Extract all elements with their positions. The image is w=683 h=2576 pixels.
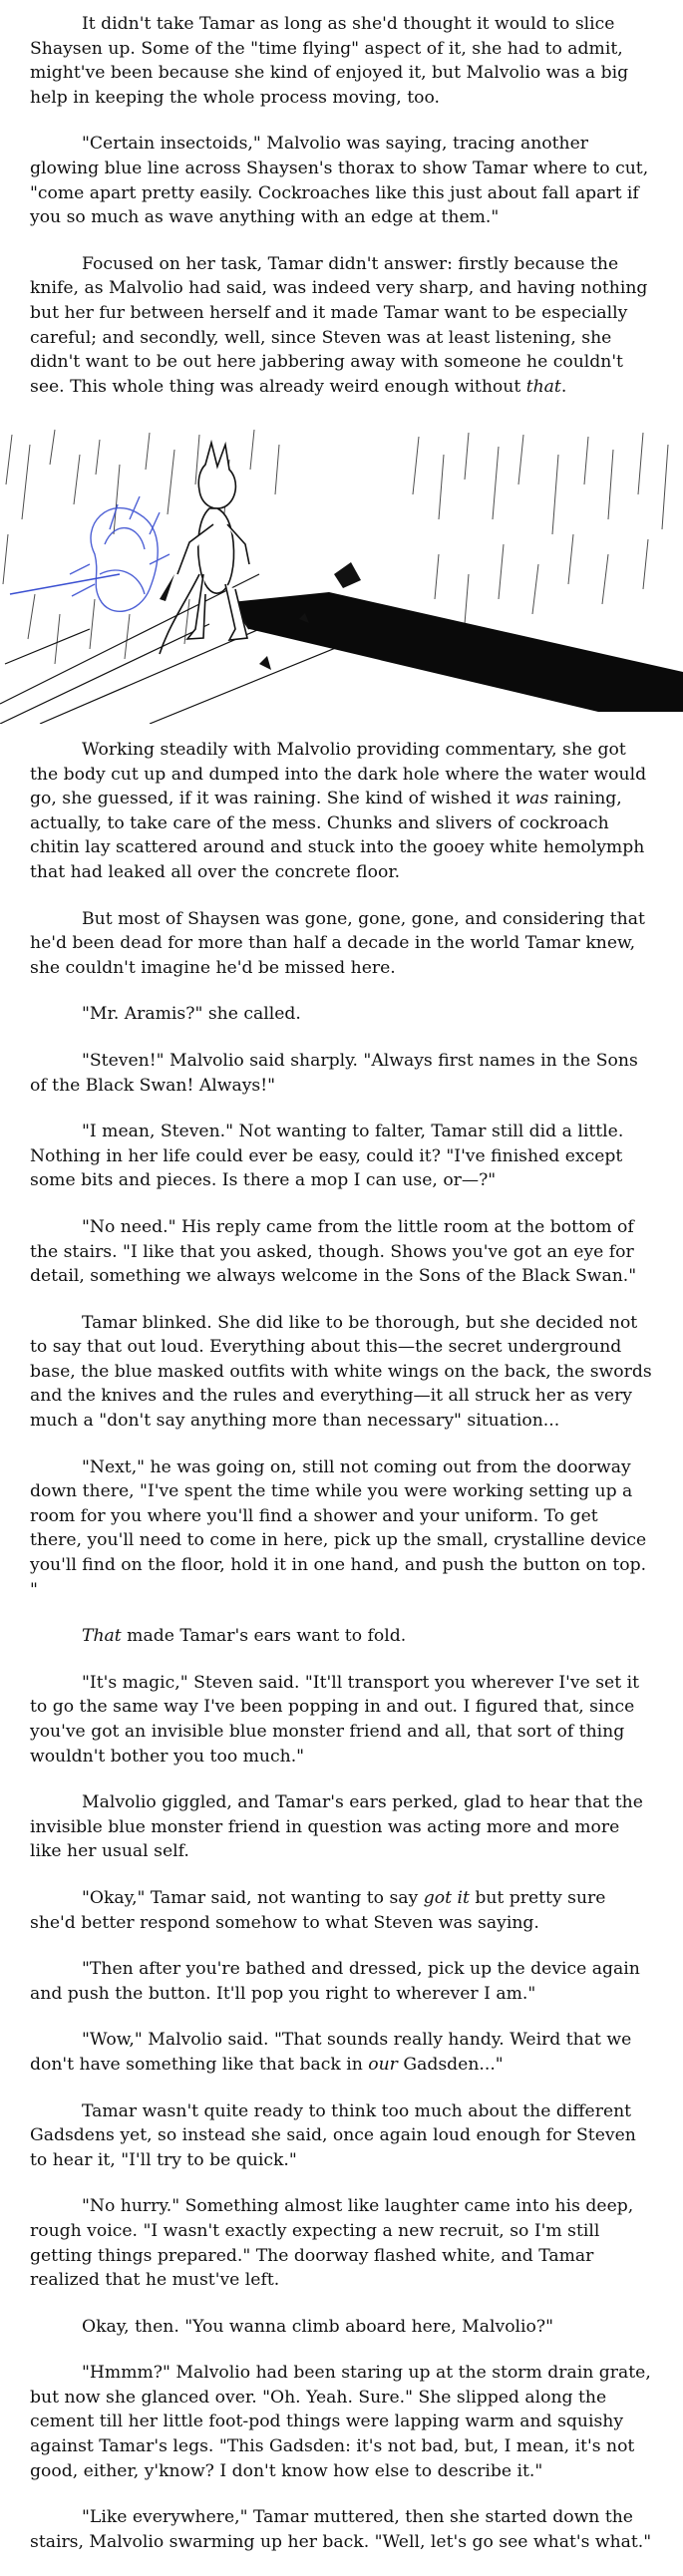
paragraph: That made Tamar's ears want to fold. (82, 1626, 407, 1647)
story-illustration (0, 425, 683, 724)
paragraph: Focused on her task, Tamar didn't answer: firstly because the knife, as Malvolio had said, was indeed very sharp, and having nothing but her fur between herself and it made Tamar want to be especially careful; and secondly, well, since Steven was at least listening, she didn't want to be out here jabbering away with someone he couldn't see. This whole thing was already weird enough without that. (30, 253, 648, 397)
paragraph: "I mean, Steven." Not wanting to falter, Tamar still did a little. Nothing in her life could ever be easy, could it? "I've finished except some bits and pieces. Is there a mop I can use, or—?" (30, 1122, 624, 1191)
paragraph: "It's magic," Steven said. "It'll transport you wherever I've set it to go the same way I've been popping in and out. I figured that, since you've got an invisible blue monster friend and all, that sort of thing wouldn't bother you too much." (30, 1672, 639, 1767)
paragraph: "Certain insectoids," Malvolio was saying, tracing another glowing blue line across Shaysen's thorax to show Tamar where to cut, "come apart pretty easily. Cockroaches like this just about fall apart if you so much as wave anything with an edge at them." (30, 134, 649, 228)
paragraph: Tamar wasn't quite ready to think too much about the different Gadsdens yet, so instead she said, once again loud enough for Steven to hear it, "I'll try to be quick." (30, 2100, 636, 2170)
paragraph: "Mr. Aramis?" she called. (82, 1004, 301, 1025)
paragraph: "Like everywhere," Tamar muttered, then she started down the stairs, Malvolio swarming up her back. "Well, let's go see what's what." (30, 2507, 652, 2552)
knife (160, 574, 174, 601)
paragraph: It didn't take Tamar as long as she'd thought it would to slice Shaysen up. Some of the "time flying" aspect of it, she had to admit, might've been because she kind of enjoyed it, but Malvolio was a big help in keeping the whole process moving, too. (30, 14, 629, 108)
malvolio-glow (70, 496, 170, 611)
emphasis: That (82, 1626, 122, 1647)
drain-hole (231, 592, 683, 712)
paragraph: "Then after you're bathed and dressed, pick up the device again and push the button. It'll pop you right to wherever I am." (30, 1959, 640, 2004)
text-block-bottom (30, 738, 653, 2576)
paragraph: Okay, then. "You wanna climb aboard here, Malvolio?" (82, 2316, 554, 2337)
emphasis: our (368, 2054, 398, 2075)
paragraph: But most of Shaysen was gone, gone, gone, and considering that he'd been dead for more than half a decade in the world Tamar knew, she couldn't imagine he'd be missed here. (30, 908, 645, 978)
paragraph: "Hmmm?" Malvolio had been staring up at the storm drain grate, but now she glanced over. "Oh. Yeah. Sure." She slipped along the cement till her little foot-pod things were lapping warm and squishy against Tamar's legs. "This Gadsden: it's not bad, but, I mean, it's not good, either, y'know? I don't know how else to describe it." (30, 2363, 651, 2481)
emphasis: was (514, 789, 549, 809)
emphasis: that (525, 376, 561, 397)
emphasis: got it (423, 1887, 470, 1908)
paragraph: "No need." His reply came from the little room at the bottom of the stairs. "I like that you asked, though. Shows you've got an eye for detail, something we always welcome in the Sons of the Black Swan." (30, 1216, 637, 1287)
paragraph: Malvolio giggled, and Tamar's ears perked, glad to hear that the invisible blue monster friend in question was acting more and more like her usual self. (30, 1792, 643, 1862)
paragraph: Working steadily with Malvolio providing commentary, she got the body cut up and dumped into the dark hole where the water would go, she guessed, if it was raining. She kind of wished it was raining, actually, to take care of the mess. Chunks and slivers of cockroach chitin lay scattered around and stuck into the gooey white hemolymph that had leaked all over the concrete floor. (30, 740, 647, 882)
text-block-top (30, 12, 653, 421)
tamar-figure (160, 443, 249, 654)
paragraph: "Wow," Malvolio said. "That sounds really handy. Weird that we don't have something like that back in our Gadsden..." (30, 2030, 632, 2075)
paragraph: "Next," he was going on, still not coming out from the doorway down there, "I've spent the time while you were working setting up a room for you where you'll find a shower and your uniform. To get there, you'll need to come in here, pick up the small, crystalline device you'll find on the floor, hold it in one hand, and push the button on top. " (30, 1456, 647, 1600)
paragraph: Tamar blinked. She did like to be thorough, but she decided not to say that out loud. Everything about this—the secret underground base, the blue masked outfits with white wings on the back, the swords and the knives and the rules and everything—it all struck her as very much a "don't say anything more than necessary" situation... (30, 1312, 652, 1432)
paragraph: "Okay," Tamar said, not wanting to say got it but pretty sure she'd better respond somehow to what Steven was saying. (30, 1887, 606, 1933)
paragraph: "No hurry." Something almost like laughter came into his deep, rough voice. "I wasn't exactly expecting a new recruit, so I'm still getting things prepared." The doorway flashed white, and Tamar realized that he must've left. (30, 2196, 634, 2291)
paragraph: "Steven!" Malvolio said sharply. "Always first names in the Sons of the Black Swan! Always!" (30, 1050, 638, 1096)
